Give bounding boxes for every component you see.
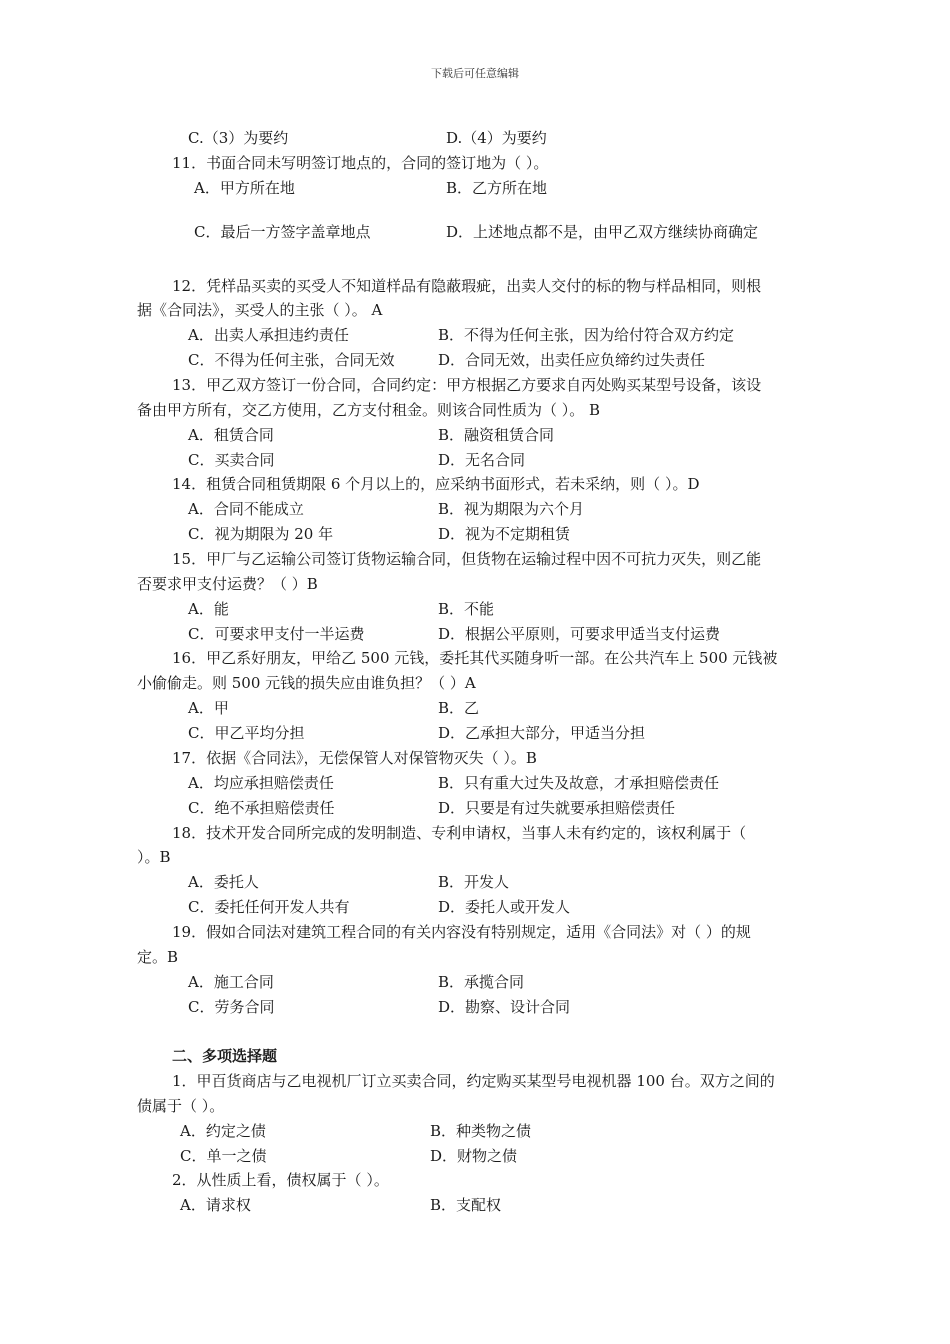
question-16: 16．甲乙系好朋友，甲给乙 500 元钱，委托其代买随身听一部。在公共汽车上 500 元钱被 [172, 649, 778, 667]
question-13: 13．甲乙双方签订一份合同，合同约定：甲方根据乙方要求自丙处购买某型号设备，该设 [172, 376, 762, 394]
option-b: B．融资租赁合同 [438, 426, 555, 444]
option-a: A．委托人 [188, 873, 259, 891]
question-12: 12．凭样品买卖的买受人不知道样品有隐蔽瑕疵，出卖人交付的标的物与样品相同，则根 [172, 277, 762, 295]
question-13-cont: 备由甲方所有，交乙方使用，乙方支付租金。则该合同性质为（ ）。 B [137, 401, 601, 419]
option-d: D.（4）为要约 [446, 129, 547, 147]
option-d: D．乙承担大部分，甲适当分担 [438, 724, 646, 742]
option-a: A．出卖人承担违约责任 [188, 326, 349, 344]
option-b: B．乙 [438, 699, 480, 717]
option-d: D．合同无效，出卖任应负缔约过失责任 [438, 351, 706, 369]
option-b: B．乙方所在地 [446, 179, 548, 197]
option-a: A．能 [188, 600, 229, 618]
option-c: C．甲乙平均分担 [188, 724, 305, 742]
question-19-cont: 定。B [137, 948, 179, 966]
option-d: D．勘察、设计合同 [438, 998, 571, 1016]
option-c: C．可要求甲支付一半运费 [188, 625, 365, 643]
option-b: B．不得为任何主张，因为给付符合双方约定 [438, 326, 735, 344]
option-c: C．委托任何开发人共有 [188, 898, 350, 916]
question-18: 18．技术开发合同所完成的发明制造、专利申请权，当事人未有约定的，该权利属于（ [172, 824, 747, 842]
option-d: D．根据公平原则，可要求甲适当支付运费 [438, 625, 721, 643]
option-c: C.（3）为要约 [188, 129, 289, 147]
question-16-cont: 小偷偷走。则 500 元钱的损失应由谁负担？（ ）A [137, 674, 476, 692]
option-c: C．劳务合同 [188, 998, 275, 1016]
option-c: C．单一之债 [180, 1147, 267, 1165]
option-a: A．约定之债 [180, 1122, 266, 1140]
question-12-cont: 据《合同法》，买受人的主张（ ）。 A [137, 301, 383, 319]
option-d: D．无名合同 [438, 451, 526, 469]
option-b: B．承揽合同 [438, 973, 525, 991]
option-a: A．请求权 [180, 1196, 251, 1214]
option-a: A．租赁合同 [188, 426, 274, 444]
option-d: D．委托人或开发人 [438, 898, 571, 916]
option-d: D．视为不定期租赁 [438, 525, 571, 543]
option-c: C．不得为任何主张，合同无效 [188, 351, 395, 369]
option-b: B．视为期限为六个月 [438, 500, 585, 518]
option-d: D．上述地点都不是，由甲乙双方继续协商确定 [446, 223, 759, 241]
question-18-cont: ）。B [137, 848, 171, 866]
question-14: 14．租赁合同租赁期限 6 个月以上的，应采纳书面形式，若未采纳，则（ ）。D [172, 475, 700, 493]
option-c: C．视为期限为 20 年 [188, 525, 334, 543]
question-15-cont: 否要求甲支付运费？（ ）B [137, 575, 318, 593]
option-a: A．甲 [188, 699, 229, 717]
question-2: 2．从性质上看，债权属于（ ）。 [172, 1171, 389, 1189]
question-11: 11．书面合同未写明签订地点的，合同的签订地为（ ）。 [172, 154, 549, 172]
question-1: 1．甲百货商店与乙电视机厂订立买卖合同，约定购买某型号电视机器 100 台。双方之间的 [172, 1072, 775, 1090]
option-d: D．财物之债 [430, 1147, 518, 1165]
option-d: D．只要是有过失就要承担赔偿责任 [438, 799, 676, 817]
question-15: 15．甲厂与乙运输公司签订货物运输合同，但货物在运输过程中因不可抗力灭失，则乙能 [172, 550, 762, 568]
question-17: 17．依据《合同法》，无偿保管人对保管物灭失（ ）。B [172, 749, 537, 767]
option-a: A．均应承担赔偿责任 [188, 774, 334, 792]
question-19: 19．假如合同法对建筑工程合同的有关内容没有特别规定，适用《合同法》对（ ）的规 [172, 923, 751, 941]
section-heading: 二、多项选择题 [172, 1047, 278, 1065]
option-c: C．最后一方签字盖章地点 [194, 223, 371, 241]
option-c: C．买卖合同 [188, 451, 275, 469]
option-b: B．不能 [438, 600, 495, 618]
question-1-cont: 债属于（ ）。 [137, 1097, 225, 1115]
option-a: A．施工合同 [188, 973, 274, 991]
option-b: B．支配权 [430, 1196, 502, 1214]
page-header: 下载后可任意编辑 [431, 67, 519, 80]
option-b: B．种类物之债 [430, 1122, 532, 1140]
option-a: A．甲方所在地 [194, 179, 295, 197]
option-b: B．开发人 [438, 873, 510, 891]
option-c: C．绝不承担赔偿责任 [188, 799, 335, 817]
option-b: B．只有重大过失及故意，才承担赔偿责任 [438, 774, 720, 792]
option-a: A．合同不能成立 [188, 500, 304, 518]
